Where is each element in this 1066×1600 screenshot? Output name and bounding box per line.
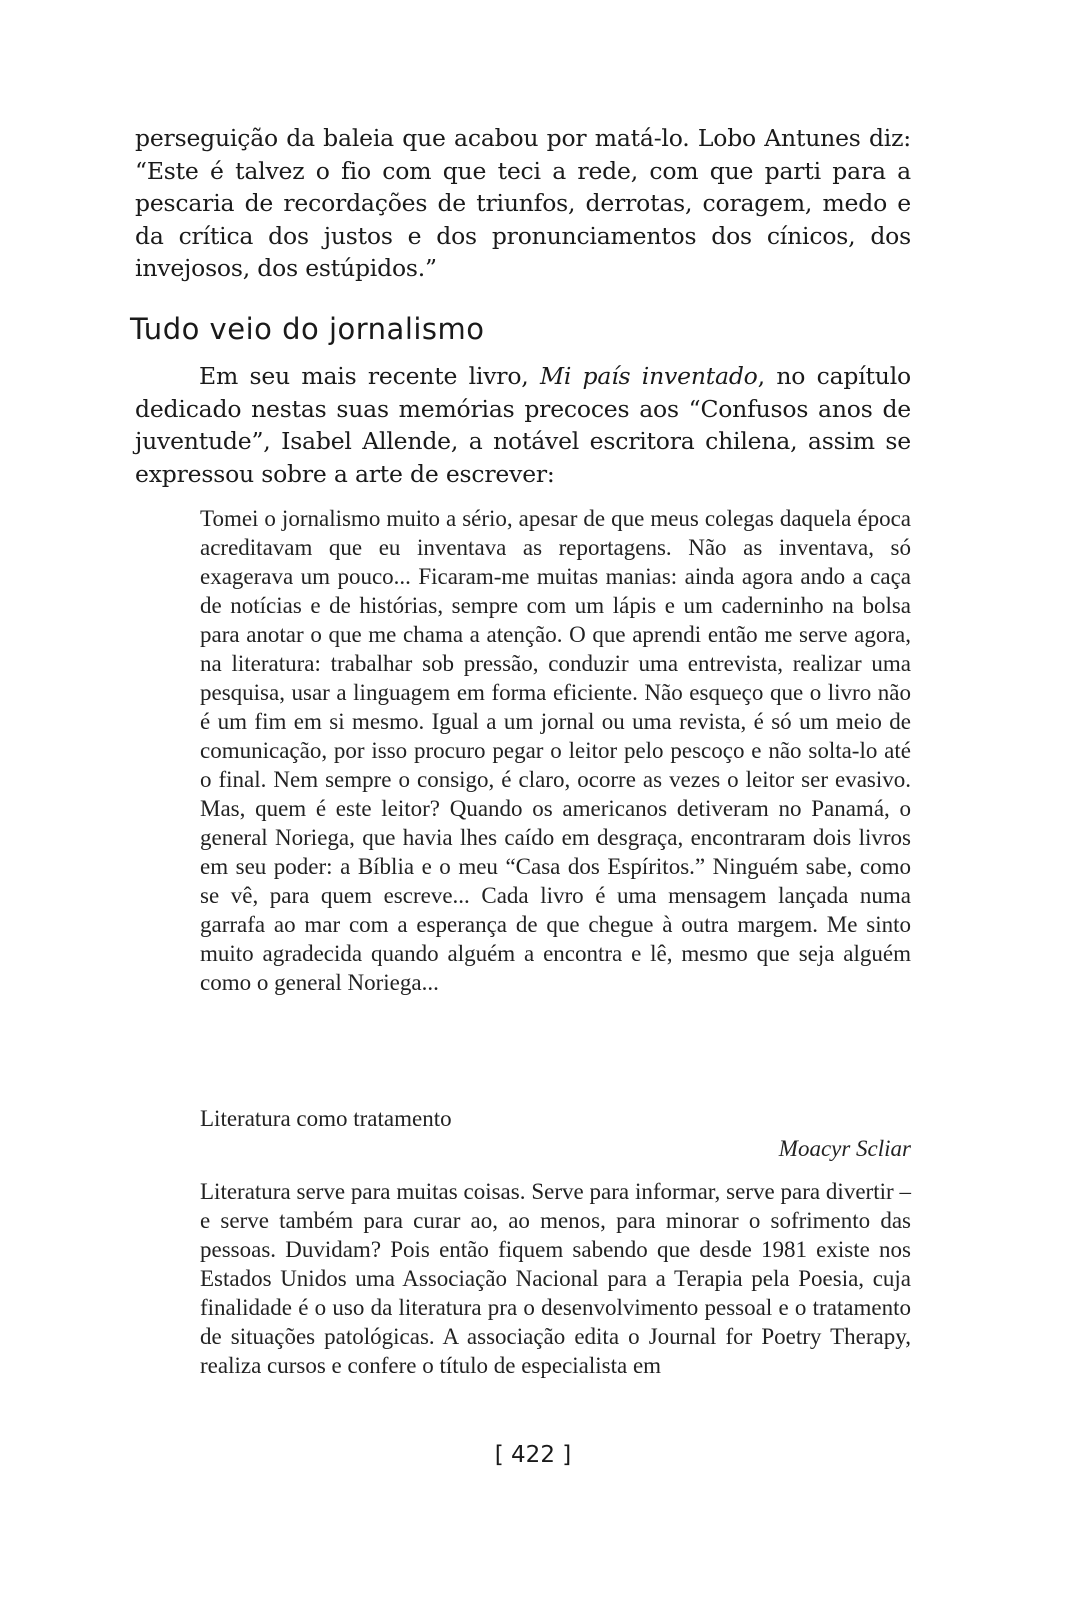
intro-paragraph [135, 360, 911, 490]
quoted-article-title: Literatura como tratamento [200, 1106, 452, 1131]
quoted-article-author: Moacyr Scliar [778, 1136, 911, 1161]
intro-text-before: Em seu mais recente livro, [199, 362, 540, 390]
section-heading: Tudo veio do jornalismo [130, 312, 485, 346]
intro-text-after: , no capítulo dedicado nestas suas memórias precoces aos “Confusos anos de juventude”, Isabel Allende, a notável escritora chilena, assim se expressou sobre a arte de escrever: [135, 362, 911, 488]
block-quote-scliar: Literatura serve para muitas coisas. Serve para informar, serve para divertir – e serve também para curar ao, ao menos, para minorar o sofrimento das pessoas. Duvidam? Pois então fiquem sabendo que desde 1981 existe nos Estados Unidos uma Associação Nacional para a Terapia pela Poesia, cuja finalidade é o uso da literatura pra o desenvolvimento pessoal e o tratamento de situações patológicas. A associação edita o Journal for Poetry Therapy, realiza cursos e confere o título de especialista em [200, 1179, 911, 1378]
paragraph-continuation: perseguição da baleia que acabou por matá-lo. Lobo Antunes diz: “Este é talvez o fio com que teci a rede, com que parti para a pescaria de recordações de triunfos, derrotas, coragem, medo e da crítica dos justos e dos pronunciamentos dos cínicos, dos invejosos, dos estúpidos.” [135, 124, 911, 282]
book-title: Mi país inventado [539, 362, 758, 390]
page-number: [ 422 ] [494, 1442, 572, 1468]
block-quote-allende: Tomei o jornalismo muito a sério, apesar de que meus colegas daquela época acreditavam que eu inventava as reportagens. Não as inventava, só exagerava um pouco... Ficaram-me muitas manias: ainda agora ando a caça de notícias e de histórias, sempre com um lápis e um caderninho na bolsa para anotar o que me chama a atenção. O que aprendi então me serve agora, na literatura: trabalhar sob pressão, conduzir uma entrevista, realizar uma pesquisa, usar a linguagem em forma eficiente. Não esqueço que o livro não é um fim em si mesmo. Igual a um jornal ou uma revista, é só um meio de comunicação, por isso procuro pegar o leitor pelo pescoço e não solta-lo até o final. Nem sempre o consigo, é claro, ocorre as vezes o leitor ser evasivo. Mas, quem é este leitor? Quando os americanos detiveram no Panamá, o general Noriega, que havia lhes caído em desgraça, encontraram dois livros em seu poder: a Bíblia e o meu “Casa dos Espíritos.” Ninguém sabe, como se vê, para quem escreve... Cada livro é uma mensagem lançada numa garrafa ao mar com a esperança de que chegue à outra margem. Me sinto muito agradecida quando alguém a encontra e lê, mesmo que seja alguém como o general Noriega... [200, 506, 911, 995]
